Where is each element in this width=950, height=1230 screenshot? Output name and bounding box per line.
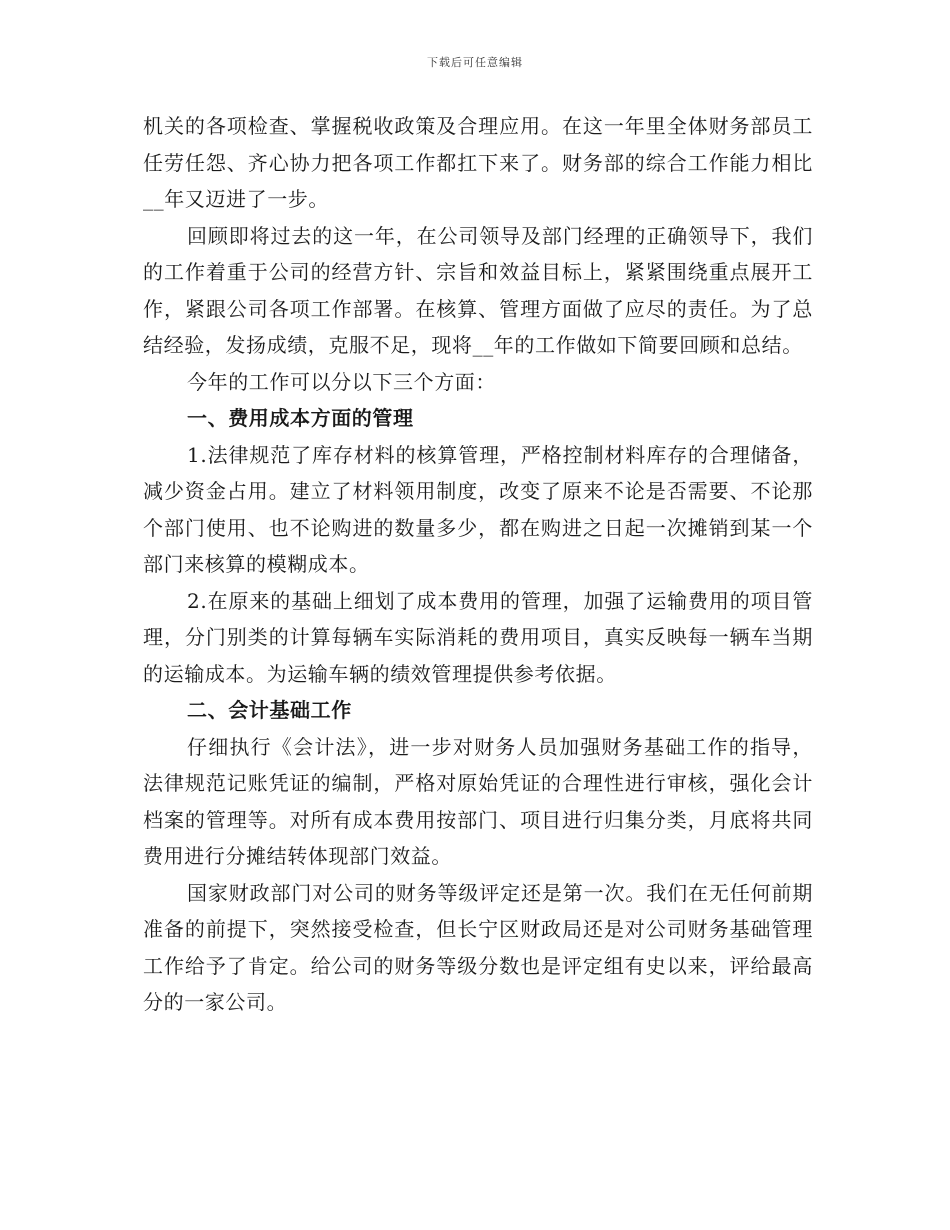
paragraph-rating: 国家财政部门对公司的财务等级评定还是第一次。我们在无任何前期准备的前提下，突然接受检查，但长宁区财政局还是对公司财务基础管理工作给予了肯定。给公司的财务等级分数也是评定组有史以来，评给最高分的一家公司。 — [143, 880, 813, 1014]
paragraph-review: 回顾即将过去的这一年，在公司领导及部门经理的正确领导下，我们的工作着重于公司的经营方针、宗旨和效益目标上，紧紧围绕重点展开工作，紧跟公司各项工作部署。在核算、管理方面做了应尽的责任。为了总结经验，发扬成绩，克服不足，现将__年的工作做如下简要回顾和总结。 — [143, 223, 813, 357]
paragraph-accounting-law: 仔细执行《会计法》，进一步对财务人员加强财务基础工作的指导，法律规范记账凭证的编制，严格对原始凭证的合理性进行审核，强化会计档案的管理等。对所有成本费用按部门、项目进行归集分类，月底将共同费用进行分摊结转体现部门效益。 — [143, 734, 813, 868]
paragraph-continued: 机关的各项检查、掌握税收政策及合理应用。在这一年里全体财务部员工任劳任怨、齐心协力把各项工作都扛下来了。财务部的综合工作能力相比__年又迈进了一步。 — [143, 114, 813, 211]
paragraph-item-2: 2.在原来的基础上细划了成本费用的管理，加强了运输费用的项目管理，分门别类的计算每辆车实际消耗的费用项目，真实反映每一辆车当期的运输成本。为运输车辆的绩效管理提供参考依据。 — [143, 588, 813, 686]
document-body — [143, 108, 813, 1021]
header-note: 下载后可任意编辑 — [427, 56, 523, 69]
paragraph-intro: 今年的工作可以分以下三个方面： — [187, 369, 496, 394]
paragraph-item-1: 1.法律规范了库存材料的核算管理，严格控制材料库存的合理储备，减少资金占用。建立了材料领用制度，改变了原来不论是否需要、不论那个部门使用、也不论购进的数量多少，都在购进之日起一次摊销到某一个部门来核算的模糊成本。 — [143, 442, 813, 576]
section-heading-accounting-basics: 二、会计基础工作 — [187, 698, 352, 722]
section-heading-cost-management: 一、费用成本方面的管理 — [187, 406, 414, 430]
